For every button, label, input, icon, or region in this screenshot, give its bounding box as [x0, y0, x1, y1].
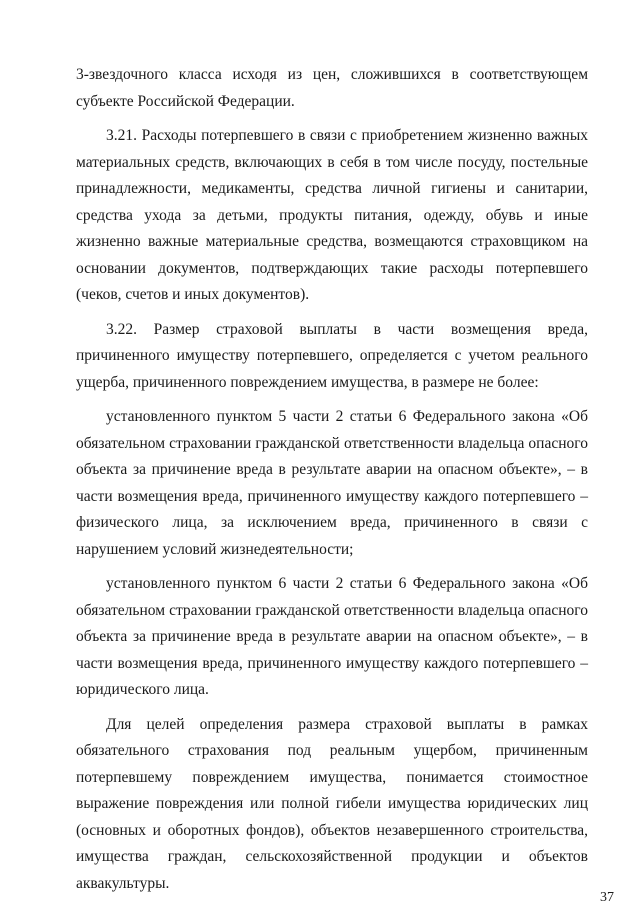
paragraph-real-damage-definition: Для целей определения размера страховой выплаты в рамках обязательного страхования под реальным ущербом, причиненным потерпевшему повреждением имущества, понимается стоимостное выражение повреждения или полной гибели имущества юридических лиц (основных и оборотных фондов), объектов незавершенного строительства, имущества граждан, сельскохозяйственной продукции и объектов аквакультуры.: [76, 715, 588, 892]
paragraph-item-legal-entity: установленного пунктом 6 части 2 статьи 6 Федерального закона «Об обязательном страховании гражданской ответственности владельца опасного объекта за причинение вреда в результате аварии на опасном объекте», – в части возмещения вреда, причиненного имуществу каждого потерпевшего – юридического лица.: [76, 575, 588, 698]
paragraph-continuation: 3-звездочного класса исходя из цен, сложившихся в соответствующем субъекте Российской Федерации.: [76, 66, 588, 110]
page-number: 37: [600, 890, 614, 905]
paragraph-3-22: 3.22. Размер страховой выплаты в части возмещения вреда, причиненного имуществу потерпевшего, определяется с учетом реального ущерба, причиненного повреждением имущества, в размере не более:: [76, 320, 588, 391]
paragraph-item-physical-person: установленного пунктом 5 части 2 статьи 6 Федерального закона «Об обязательном страховании гражданской ответственности владельца опасного объекта за причинение вреда в результате аварии на опасном объекте», – в части возмещения вреда, причиненного имуществу каждого потерпевшего – физического лица, за исключением вреда, причиненного в связи с нарушением условий жизнедеятельности;: [76, 408, 588, 558]
document-page: [76, 62, 588, 905]
paragraph-3-21: 3.21. Расходы потерпевшего в связи с приобретением жизненно важных материальных средств, включающих в себя в том числе посуду, постельные принадлежности, медикаменты, средства личной гигиены и санитарии, средства ухода за детьми, продукты питания, одежду, обувь и иные жизненно важные материальные средства, возмещаются страховщиком на основании документов, подтверждающих такие расходы потерпевшего (чеков, счетов и иных документов).: [76, 127, 588, 303]
